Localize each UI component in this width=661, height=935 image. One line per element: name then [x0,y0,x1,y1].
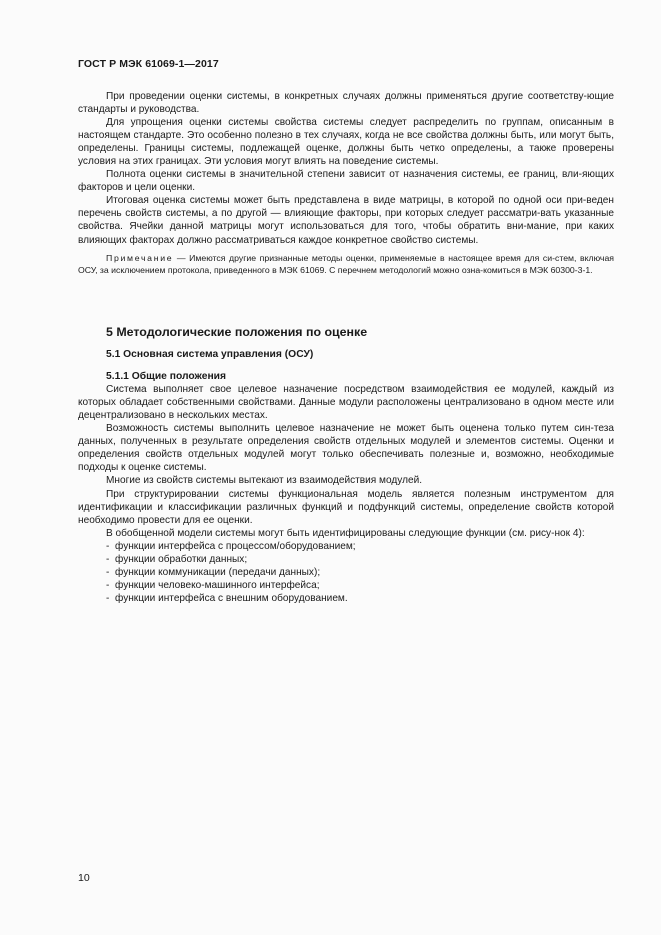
paragraph: Многие из свойств системы вытекают из взаимодействия модулей. [106,475,423,487]
functions-list [78,540,614,605]
list-item-text: функции коммуникации (передачи данных); [115,566,321,578]
paragraph: Для упрощения оценки системы свойства системы следует распределить по группам, описанным в настоящем стандарте. Это особенно полезно в тех случаях, когда не все свойства должны быть, или могут быть, определены. Границы системы, подлежащей оценке, должны быть четко определены, а также проверены условия на этих границах. Эти условия могут влиять на поведение системы. [78,117,614,168]
list-item-text: функции интерфейса с внешним оборудованием. [115,593,348,605]
paragraph: При структурировании системы функциональная модель является полезным инструментом для идентификации и классификации различных функций и подфункций системы, определение свойств которой необходимо провести для ее оценки. [78,488,614,526]
list-marker: - [106,580,110,591]
note-text: — Имеются другие признанные методы оценки, применяемые в настоящее время для си-стем, включая ОСУ, за исключением протокола, приведенного в МЭК 61069. С перечнем методологий можно озна-комиться в МЭК 60300-3-1. [78,252,614,276]
note [78,252,614,278]
list-item [78,553,614,566]
paragraph: Возможность системы выполнить целевое назначение не может быть оценена только путем син-теза данных, полученных в результате определения свойств отдельных модулей и элементов системы. Оценки и определения свойств отдельных модулей могут только обеспечивать полезные и, возможно, необходимые подходы к оценке системы. [78,423,614,474]
list-item-text: функции человеко-машинного интерфейса; [115,580,320,591]
list-marker: - [106,540,110,552]
document-header: ГОСТ Р МЭК 61069-1—2017 [78,58,219,70]
paragraph: При проведении оценки системы, в конкретных случаях должны применяться другие соответству-ющие стандарты и руководства. [78,91,614,116]
page-content [78,90,614,605]
list-marker: - [106,553,110,565]
note-label: Примечание [106,252,174,263]
section-heading: 5 Методологические положения по оценке [106,325,368,340]
subsubsection-heading: 5.1.1 Общие положения [106,371,226,383]
list-item [78,592,614,605]
list-item [78,540,614,553]
subsection-heading: 5.1 Основная система управления (ОСУ) [106,349,314,361]
paragraph: Система выполняет свое целевое назначение посредством взаимодействия ее модулей, каждый из которых обладает собственными свойствами. Данные модули расположены централизовано в одном месте или децентрализовано в нескольких местах. [78,384,614,422]
paragraph: Итоговая оценка системы может быть представлена в виде матрицы, в которой по одной оси при-веден перечень свойств системы, а по другой — влияющие факторы, при которых следует рассматри-вать указанные свойства. Ячейки данной матрицы могут использоваться для того, чтобы обратить вни-мание, при каких влияющих факторах должно рассматриваться каждое конкретное свойство системы. [78,195,614,246]
list-item-text: функции обработки данных; [115,553,248,565]
list-item [78,566,614,579]
page-number: 10 [78,872,90,884]
list-item [78,579,614,592]
list-marker: - [106,593,110,605]
list-item-text: функции интерфейса с процессом/оборудованием; [115,540,356,552]
list-marker: - [106,566,110,578]
paragraph: Полнота оценки системы в значительной степени зависит от назначения системы, ее границ, вли-яющих факторов и цели оценки. [78,169,614,194]
paragraph: В обобщенной модели системы могут быть идентифицированы следующие функции (см. рису-нок 4): [106,527,585,539]
